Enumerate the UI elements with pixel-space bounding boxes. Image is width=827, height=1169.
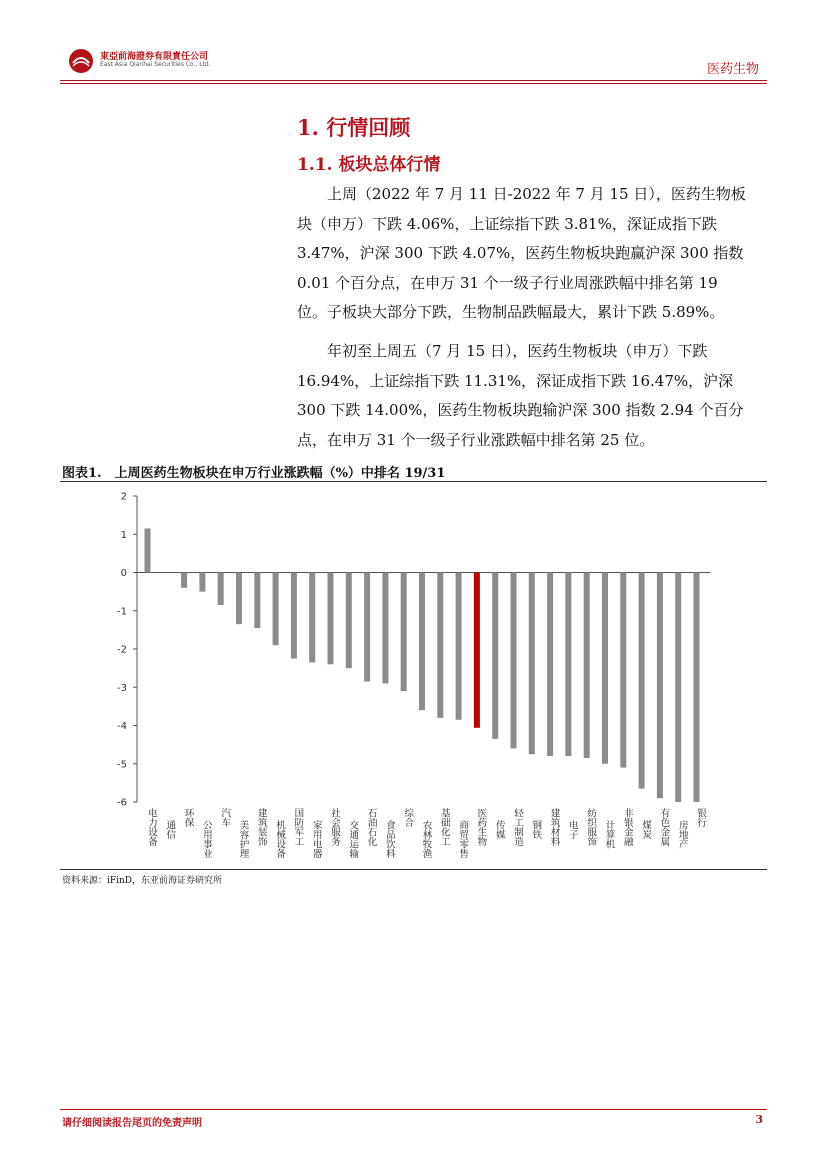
industry-returns-bar-chart [60,482,767,868]
company-logo [68,46,218,76]
x-tick-label: 轻工制造 [512,808,523,846]
x-tick-label: 石油石化 [365,808,377,846]
x-tick-label: 食品饮料 [383,820,395,858]
x-tick-label: 机械设备 [274,820,286,858]
y-tick-label: 0 [120,568,127,579]
y-tick-label: 2 [120,491,127,503]
x-tick-label: 建筑装饰 [255,808,267,846]
bar-环保 [181,573,187,588]
bar-传媒 [492,573,498,739]
paragraph-line: 3.47%，沪深 300 下跌 4.07%，医药生物板块跑赢沪深 300 指数 [297,244,744,262]
bar-基础化工 [437,573,443,718]
x-tick-label: 基础化工 [438,808,450,846]
paragraph-line: 上周（2022 年 7 月 11 日-2022 年 7 月 15 日），医药生物板 [297,185,746,203]
y-tick-label: -2 [117,644,127,656]
bar-食品饮料 [382,573,388,684]
y-tick-label: -4 [117,721,127,732]
x-tick-label: 美容护理 [237,820,249,858]
bar-电子 [565,573,571,757]
bar-汽车 [218,573,224,606]
bar-国防军工 [291,573,297,659]
bar-农林牧渔 [419,573,425,711]
paragraph-line: 年初至上周五（7 月 15 日），医药生物板块（申万）下跌 [297,342,708,360]
x-tick-label: 建筑材料 [548,808,560,846]
x-tick-label: 电力设备 [146,808,157,846]
bar-建筑装饰 [254,573,260,628]
x-tick-label: 有色金属 [658,808,670,846]
bar-轻工制造 [511,573,517,749]
bar-商贸零售 [456,573,462,720]
x-tick-label: 非银金融 [621,808,633,846]
bar-医药生物 [474,573,480,728]
x-tick-label: 汽车 [219,808,231,827]
x-tick-label: 电子 [566,820,578,839]
x-tick-label: 医药生物 [475,808,487,846]
bar-计算机 [602,573,608,764]
paragraph-ytd [297,337,767,455]
bar-纺织服饰 [584,573,590,759]
x-tick-label: 综合 [402,808,414,827]
figure-title: 图表1. 上周医药生物板块在申万行业涨跌幅（%）中排名 19/31 [62,466,446,481]
bar-综合 [401,573,407,692]
page-number: 3 [755,1113,763,1126]
y-tick-label: -6 [117,797,127,809]
bar-石油石化 [364,573,370,682]
y-tick-label: 1 [120,529,127,541]
bar-公用事业 [199,573,205,592]
x-tick-label: 计算机 [603,820,615,849]
x-tick-label: 环保 [182,808,194,827]
paragraph-line: 300 下跌 14.00%，医药生物板块跑输沪深 300 指数 2.94 个百分 [297,401,744,419]
footer-divider [60,1109,767,1110]
x-tick-label: 国防军工 [292,808,304,846]
bar-家用电器 [309,573,315,663]
bar-美容护理 [236,573,242,625]
section-label: 医药生物 [706,62,759,77]
bar-电力设备 [145,529,151,573]
x-tick-label: 银行 [695,808,706,827]
paragraph-line: 16.94%，上证综指下跌 11.31%，深证成指下跌 16.47%，沪深 [297,371,734,390]
x-tick-label: 商贸零售 [457,820,469,858]
paragraph-line: 点，在申万 31 个一级子行业涨跌幅中排名第 25 位。 [297,430,655,449]
bar-建筑材料 [547,573,553,757]
bar-银行 [694,573,700,803]
x-tick-label: 传媒 [493,820,505,839]
y-tick-label: -5 [117,759,127,771]
bar-社会服务 [328,573,334,665]
bar-房地产 [675,573,681,803]
company-name-en: East Asia Qianhai Securities Co., Ltd. [100,61,211,68]
header-divider [60,80,767,81]
paragraph-line: 块（申万）下跌 4.06%，上证综指下跌 3.81%，深证成指下跌 [297,214,717,233]
figure-bottom-rule [60,869,767,870]
y-tick-label: -3 [117,682,127,694]
bar-煤炭 [639,573,645,789]
x-tick-label: 社会服务 [329,808,340,846]
x-tick-label: 家用电器 [310,820,322,858]
section-heading: 1. 行情回顾 [297,115,411,140]
x-tick-label: 农林牧渔 [420,820,432,858]
subsection-heading: 1.1. 板块总体行情 [297,155,441,175]
paragraph-weekly [297,180,767,328]
bar-钢铁 [529,573,535,755]
x-tick-label: 公用事业 [200,820,212,858]
y-tick-label: -1 [117,606,127,618]
paragraph-line: 0.01 个百分点，在申万 31 个一级子行业周涨跌幅中排名第 19 [297,273,718,292]
paragraph-line: 位。子板块大部分下跌，生物制品跌幅最大，累计下跌 5.89%。 [297,303,725,321]
bar-有色金属 [657,573,663,799]
x-tick-label: 交通运输 [347,820,359,858]
x-tick-label: 钢铁 [530,820,542,839]
footer-disclaimer: 请仔细阅读报告尾页的免责声明 [62,1118,202,1129]
company-name-cn: 東亞前海證券有限責任公司 [100,52,209,62]
bar-机械设备 [273,573,279,646]
x-tick-label: 通信 [164,820,176,839]
company-logo-icon [68,48,94,74]
bar-非银金融 [620,573,626,768]
x-tick-label: 纺织服饰 [585,808,597,846]
figure-source: 资料来源：iFinD，东亚前海证券研究所 [62,876,223,886]
bar-交通运输 [346,573,352,669]
x-tick-label: 房地产 [676,820,688,849]
header-divider-secondary [60,83,767,84]
x-tick-label: 煤炭 [640,820,652,839]
